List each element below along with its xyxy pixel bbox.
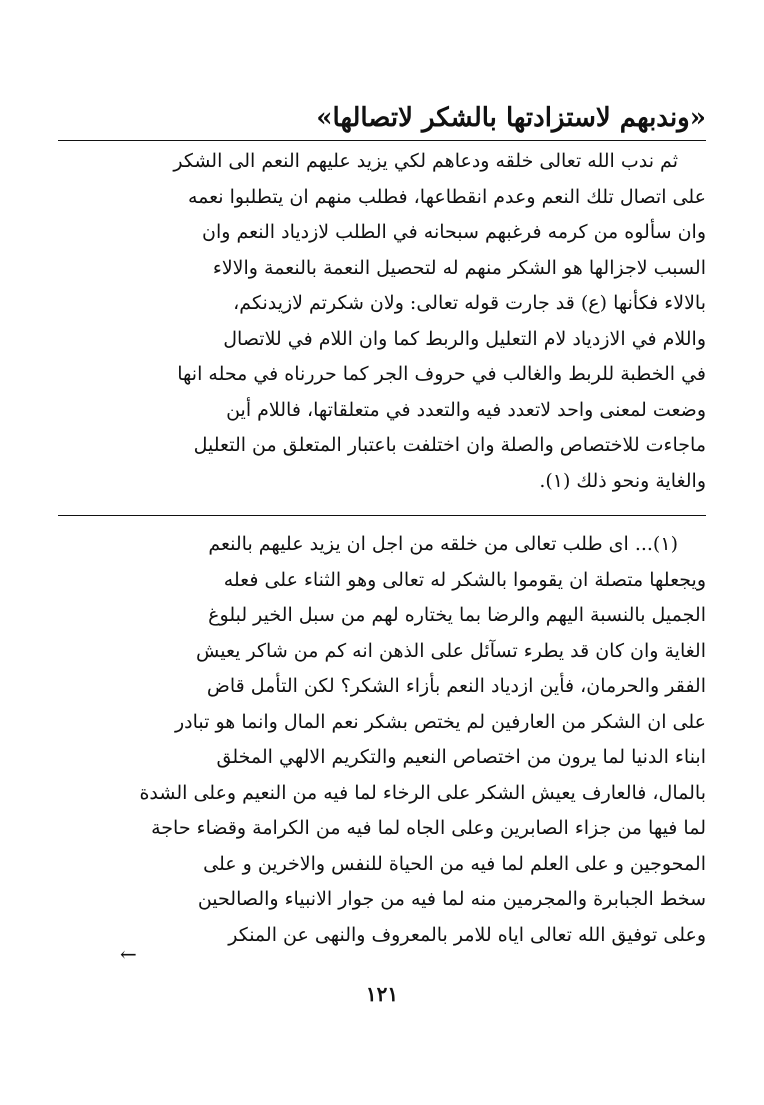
footnote-line: (١)... اى طلب تعالى من خلقه من اجل ان يزيد عليهم بالنعم: [208, 533, 678, 555]
heading-rule: [58, 140, 706, 141]
main-line: السبب لاجزالها هو الشكر منهم له لتحصيل النعمة بالنعمة والالاء: [212, 256, 706, 279]
main-line: وان سألوه من كرمه فرغبهم سبحانه في الطلب لازدياد النعم وان: [202, 221, 706, 243]
continuation-arrow-icon: ←: [120, 942, 137, 966]
main-line: وضعت لمعنى واحد لاتعدد فيه والتعدد في متعلقاتها، فاللام أين: [226, 398, 706, 421]
main-line: في الخطبة للربط والغالب في حروف الجر كما حررناه في محله انها: [177, 363, 706, 385]
section-heading: «وندبهم لاستزادتها بالشكر لاتصالها»: [316, 103, 706, 133]
footnote-separator: [58, 515, 706, 516]
footnote-line: لما فيها من جزاء الصابرين وعلى الجاه لما فيه من الكرامة وقضاء حاجة: [151, 817, 706, 839]
footnote-line: سخط الجبابرة والمجرمين منه لما فيه من جوار الانبياء والصالحين: [197, 888, 706, 910]
footnote: [58, 527, 706, 953]
main-line: ثم ندب الله تعالى خلقه ودعاهم لكي يزيد عليهم النعم الى الشكر: [173, 150, 678, 172]
main-paragraph: [58, 144, 706, 499]
footnote-line: الفقر والحرمان، فأين ازدياد النعم بأزاء الشكر؟ لكن التأمل قاض: [206, 675, 706, 697]
footnote-line: ابناء الدنيا لما يرون من اختصاص النعيم والتكريم الالهي المخلق: [216, 746, 706, 768]
main-line: والغاية ونحو ذلك (١).: [539, 469, 706, 492]
page-number: ١٢١: [365, 982, 399, 1006]
footnote-line: المحوجين و على العلم لما فيه من الحياة للنفس والاخرين و على: [203, 852, 706, 875]
footnote-line: بالمال، فالعارف يعيش الشكر على الرخاء لما فيه من النعيم وعلى الشدة: [139, 781, 706, 804]
main-line: ماجاءت للاختصاص والصلة وان اختلفت باعتبار المتعلق من التعليل: [193, 434, 706, 456]
footnote-line: على ان الشكر من العارفين لم يختص بشكر نعم المال وانما هو تبادر: [174, 710, 706, 733]
footnote-line: وعلى توفيق الله تعالى اياه للامر بالمعروف والنهى عن المنكر: [228, 923, 706, 946]
footnote-line: الغاية وان كان قد يطرء تسآئل على الذهن انه كم من شاكر يعيش: [196, 639, 706, 662]
footnote-line: الجميل بالنسبة اليهم والرضا بما يختاره لهم من سبل الخير لبلوغ: [208, 604, 706, 626]
main-line: بالالاء فكأنها (ع) قد جارت قوله تعالى: ولان شكرتم لازيدنكم،: [233, 292, 706, 314]
main-line: واللام في الازدياد لام التعليل والربط كما وان اللام في للاتصال: [223, 327, 706, 350]
main-line: على اتصال تلك النعم وعدم انقطاعها، فطلب منهم ان يتطلبوا نعمه: [187, 185, 706, 208]
footnote-line: ويجعلها متصلة ان يقوموا بالشكر له تعالى وهو الثناء على فعله: [223, 568, 706, 591]
